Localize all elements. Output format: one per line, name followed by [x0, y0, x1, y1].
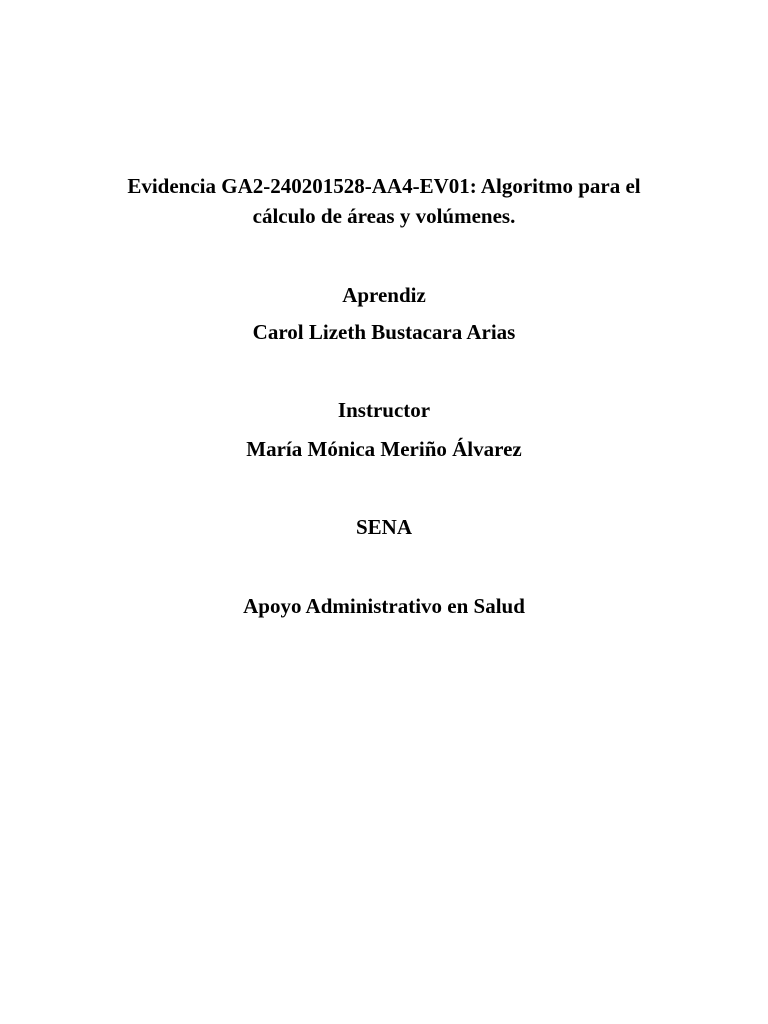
aprendiz-label: Aprendiz [342, 283, 426, 307]
document-title-line-2: cálculo de áreas y volúmenes. [252, 204, 516, 228]
instructor-name: María Mónica Meriño Álvarez [246, 437, 522, 461]
aprendiz-name: Carol Lizeth Bustacara Arias [252, 320, 516, 344]
program-name: Apoyo Administrativo en Salud [243, 594, 525, 618]
institution-name: SENA [355, 515, 413, 539]
document-title-line-1: Evidencia GA2-240201528-AA4-EV01: Algoritmo para el [127, 174, 641, 198]
instructor-label: Instructor [337, 398, 431, 422]
